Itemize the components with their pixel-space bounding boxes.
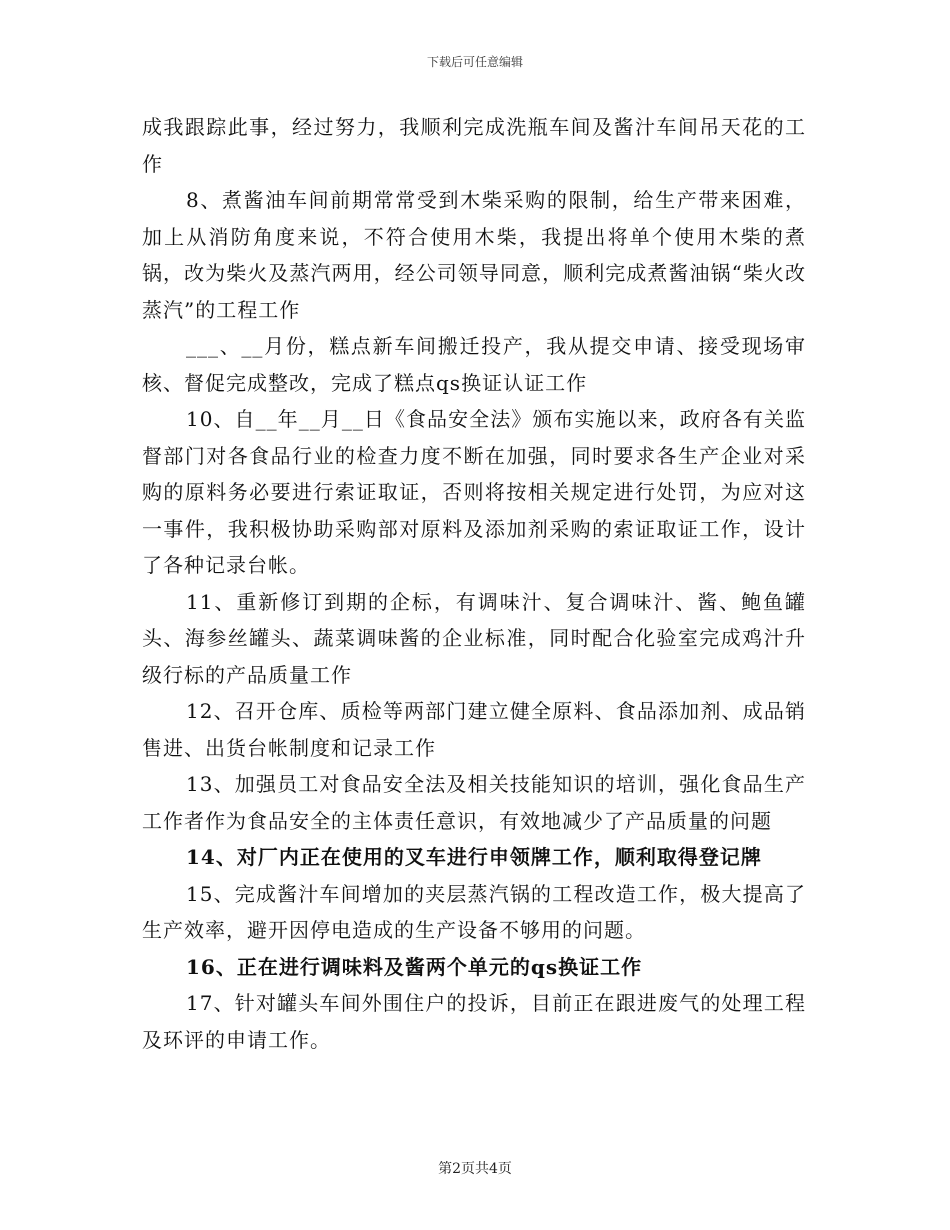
- paragraph-item-17: 17、针对罐头车间外围住户的投诉，目前正在跟进废气的处理工程及环评的申请工作。: [142, 991, 806, 1052]
- page-header: 下载后可任意编辑: [426, 55, 523, 69]
- paragraph-item-10: 10、自__年__月__日《食品安全法》颁布实施以来，政府各有关监督部门对各食品行业的检查力度不断在加强，同时要求各生产企业对采购的原料务必要进行索证取证，否则将按相关规定进行处罚，为应对这一事件，我积极协助采购部对原料及添加剂采购的索证取证工作，设计了各种记录台帐。: [142, 407, 806, 577]
- paragraph-item-13: 13、加强员工对食品安全法及相关技能知识的培训，强化食品生产工作者作为食品安全的主体责任意识，有效地减少了产品质量的问题: [142, 772, 806, 833]
- paragraph-continuation: 成我跟踪此事，经过努力，我顺利完成洗瓶车间及酱汁车间吊天花的工作: [142, 115, 806, 176]
- paragraph-item-15: 15、完成酱汁车间增加的夹层蒸汽锅的工程改造工作，极大提高了生产效率，避开因停电造成的生产设备不够用的问题。: [142, 881, 806, 942]
- paragraph-item-16: 16、正在进行调味料及酱两个单元的qs换证工作: [186, 954, 643, 979]
- paragraph-item-12: 12、召开仓库、质检等两部门建立健全原料、食品添加剂、成品销售进、出货台帐制度和记录工作: [142, 699, 806, 760]
- paragraph-item-11: 11、重新修订到期的企标，有调味汁、复合调味汁、酱、鲍鱼罐头、海参丝罐头、蔬菜调味酱的企业标准，同时配合化验室完成鸡汁升级行标的产品质量工作: [142, 589, 806, 687]
- paragraph-item-9: ___、__月份，糕点新车间搬迁投产，我从提交申请、接受现场审核、督促完成整改，完成了糕点qs换证认证工作: [142, 334, 806, 395]
- paragraph-item-14: 14、对厂内正在使用的叉车进行申领牌工作，顺利取得登记牌: [186, 845, 762, 869]
- document-body: [142, 109, 806, 1058]
- page-number: 第2页共4页: [438, 1161, 512, 1177]
- paragraph-item-8: 8、煮酱油车间前期常常受到木柴采购的限制，给生产带来困难，加上从消防角度来说，不符合使用木柴，我提出将单个使用木柴的煮锅，改为柴火及蒸汽两用，经公司领导同意，顺利完成煮酱油锅“柴火改蒸汽”的工程工作: [142, 188, 806, 322]
